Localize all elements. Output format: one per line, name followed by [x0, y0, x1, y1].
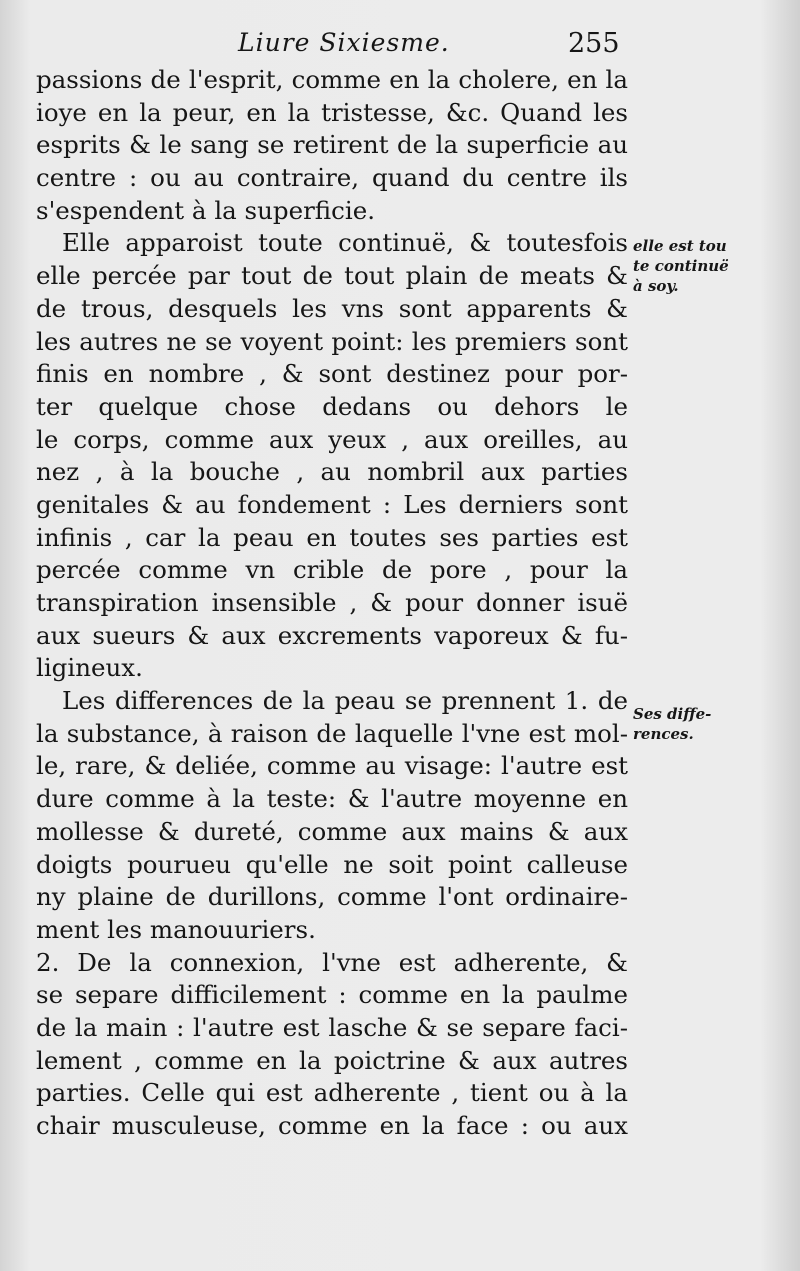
text-line: se separe difficilement : comme en la paulme: [36, 980, 628, 1010]
margin-note-line: rences.: [633, 725, 694, 743]
margin-note-line: te continuë: [633, 257, 729, 275]
text-line: esprits & le sang se retirent de la superficie au: [36, 130, 628, 160]
text-line: parties. Celle qui est adherente , tient ou à la: [36, 1078, 628, 1108]
text-line: finis en nombre , & sont destinez pour por-: [36, 359, 628, 389]
text-line: ment les manouuriers.: [36, 914, 316, 944]
running-head-title: Liure Sixiesme.: [238, 28, 450, 57]
margin-note-continuity: [633, 236, 768, 296]
text-line: nez , à la bouche , au nombril aux parties: [36, 457, 628, 487]
text-line: chair musculeuse, comme en la face : ou aux: [36, 1111, 628, 1140]
text-line: la substance, à raison de laquelle l'vne est mol-: [36, 718, 628, 748]
text-line: s'espendent à la superficie.: [36, 195, 375, 225]
margin-note-line: Ses diffe-: [633, 705, 712, 723]
text-line: lement , comme en la poictrine & aux autres: [36, 1045, 628, 1075]
margin-note-line: à soy.: [633, 277, 679, 295]
text-line: ioye en la peur, en la tristesse, &c. Quand les: [36, 97, 628, 127]
text-line: 2. De la connexion, l'vne est adherente, &: [36, 947, 628, 977]
text-line: aux sueurs & aux excrements vaporeux & fu-: [36, 620, 628, 650]
text-line: ligineux.: [36, 653, 143, 683]
text-line: mollesse & dureté, comme aux mains & aux: [36, 816, 628, 846]
text-line: de la main : l'autre est lasche & se separe faci-: [36, 1012, 628, 1042]
text-line: passions de l'esprit, comme en la cholere, en la: [36, 65, 628, 94]
text-line: elle percée par tout de tout plain de meats &: [36, 261, 628, 291]
text-line: ter quelque chose dedans ou dehors le: [36, 391, 628, 421]
text-line: percée comme vn crible de pore , pour la: [36, 555, 628, 585]
body-text: [36, 64, 628, 1143]
text-line: Les differences de la peau se prennent 1. de: [62, 686, 628, 716]
text-line: genitales & au fondement : Les derniers sont: [36, 489, 628, 519]
text-line: transpiration insensible , & pour donner isuë: [36, 588, 628, 617]
text-line: de trous, desquels les vns sont apparents &: [36, 293, 628, 323]
text-line: infinis , car la peau en toutes ses parties est: [36, 522, 628, 552]
text-line: les autres ne se voyent point: les premiers sont: [36, 326, 628, 356]
margin-note-line: elle est tou: [633, 237, 727, 255]
text-line: le, rare, & deliée, comme au visage: l'autre est: [36, 751, 628, 781]
text-line: le corps, comme aux yeux , aux oreilles, au: [36, 424, 628, 454]
running-head: [0, 28, 800, 68]
text-line: dure comme à la teste: & l'autre moyenne en: [36, 784, 628, 814]
text-line: centre : ou au contraire, quand du centre ils: [36, 163, 628, 193]
text-line: ny plaine de durillons, comme l'ont ordinaire-: [36, 882, 628, 912]
text-line: Elle apparoist toute continuë, & toutesfois: [62, 228, 628, 258]
margin-note-differences: [633, 704, 768, 744]
page-number: 255: [568, 28, 620, 59]
text-line: doigts pourueu qu'elle ne soit point calleuse: [36, 849, 628, 879]
